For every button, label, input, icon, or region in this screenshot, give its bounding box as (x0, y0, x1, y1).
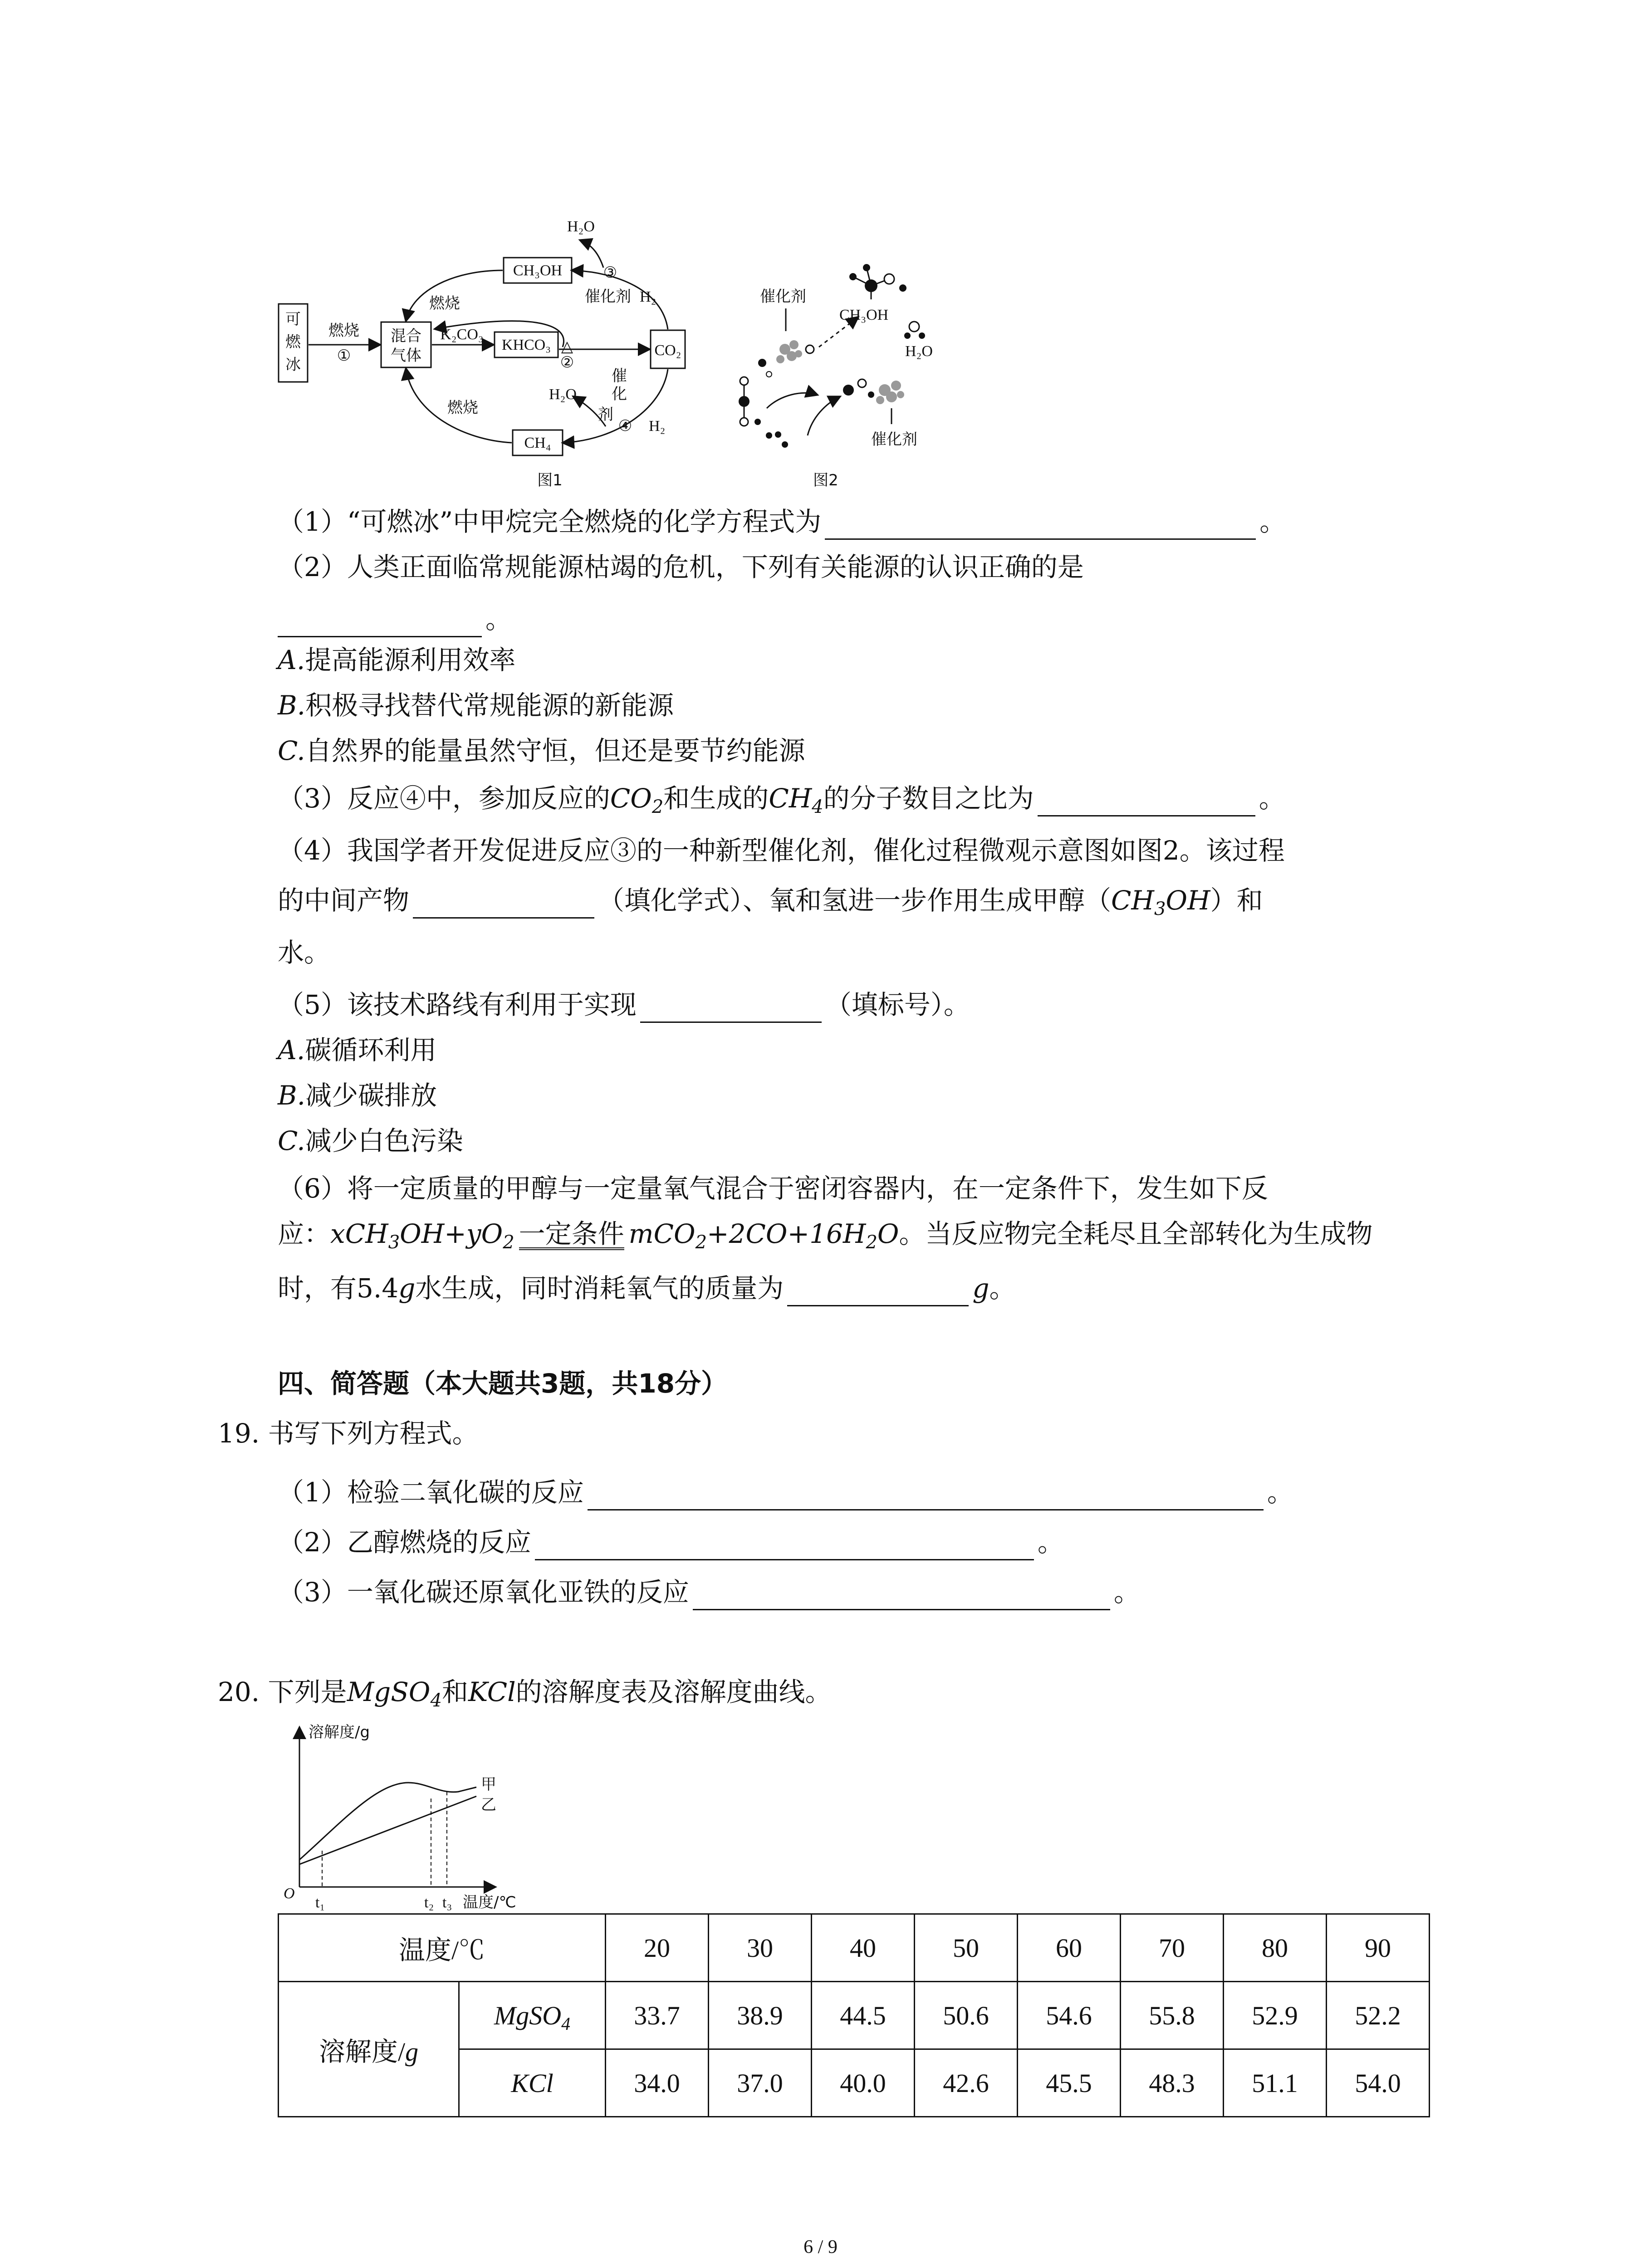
co2-molecule-icon (739, 377, 749, 426)
solubility-row-label (279, 1982, 459, 2117)
table-cell: 34.0 (606, 2049, 709, 2117)
answer-blank[interactable] (413, 890, 594, 919)
mixed-gas-line-1: 混合 (391, 327, 421, 345)
q18-option-c[interactable]: C.自然界的能量虽然守恒，但还是要节约能源 (278, 735, 805, 766)
catalyst-cluster-left-icon (776, 340, 802, 363)
answer-blank[interactable] (1038, 788, 1255, 816)
table-header-cell (279, 1914, 606, 1982)
h2-bottom-label: H₂ (649, 418, 666, 435)
catalyst-bottom-label: 催化剂 (871, 430, 917, 449)
substance-mgso4: MgSO (494, 2000, 562, 2030)
q19-p1-end: 。 (1267, 1477, 1293, 1508)
t2-label: t₂ (424, 1894, 434, 1911)
q18-p5-text: （5）该技术路线有利用于实现 (278, 989, 637, 1020)
q20-stem-pre: 20. 下列是 (218, 1677, 347, 1707)
q18-p4-l3: 水。 (278, 937, 331, 968)
q18-part-6-line-2 (278, 1216, 1373, 1252)
table-row-mgso4 (279, 1982, 1430, 2049)
answer-blank[interactable] (535, 1532, 1034, 1560)
solubility-table (278, 1913, 1430, 2117)
curve-yi (299, 1796, 476, 1864)
figure-2-caption: 图2 (813, 471, 838, 489)
formula-ch3oh: CH (1111, 885, 1154, 916)
t3-label: t₃ (442, 1894, 452, 1911)
q18-5-option-a[interactable]: A.碳循环利用 (278, 1035, 437, 1066)
q18-part-6-line-3: 时，有5.4g水生成，同时消耗氧气的质量为 g。 (278, 1270, 1016, 1306)
catalyst-cluster-right-icon (876, 381, 904, 404)
table-cell: 51.1 (1224, 2049, 1327, 2117)
table-cell: 52.2 (1327, 1982, 1430, 2049)
q18-part-5 (278, 987, 970, 1023)
figure-1-cycle-diagram (272, 213, 717, 490)
q18-p6-l2-pre: 应： (278, 1218, 331, 1249)
table-cell: 48.3 (1121, 2049, 1224, 2117)
q18-p1-end: 。 (1259, 506, 1286, 537)
q19-p2-end: 。 (1037, 1527, 1064, 1558)
khco3-label: KHCO₃ (501, 337, 551, 353)
q19-p1-text: （1）检验二氧化碳的反应 (278, 1477, 584, 1508)
table-cell: 50.6 (915, 1982, 1018, 2049)
table-cell: 44.5 (812, 1982, 915, 2049)
table-cell: 45.5 (1018, 2049, 1121, 2117)
table-cell: 55.8 (1121, 1982, 1224, 2049)
h2o-top-label: H₂O (567, 218, 595, 235)
q18-p2-text: （2）人类正面临常规能源枯竭的危机，下列有关能源的认识正确的是 (278, 552, 1084, 582)
q18-p6-end: 。 (989, 1273, 1016, 1304)
water-mass-value: 5.4 (357, 1273, 399, 1304)
step-1-label: ① (337, 347, 351, 365)
q18-part-4-line-3 (278, 934, 330, 971)
option-text: 碳循环利用 (305, 1035, 437, 1066)
table-cell: 40 (812, 1914, 915, 1982)
h2-top-label: H₂ (640, 288, 656, 305)
equation-products: $mCO_2+2CO+16H_2O$ (628, 1218, 899, 1253)
unit-g: g (405, 2037, 419, 2067)
q18-part-4-line-2: 的中间产物 （填化学式）、氧和氢进一步作用生成甲醇$(CH_3OH)$和 (278, 885, 1263, 919)
table-cell: 38.9 (709, 1982, 812, 2049)
substance-cell: MgSO$_4$ (459, 1982, 606, 2049)
table-cell: 40.0 (812, 2049, 915, 2117)
q18-5-option-c[interactable]: C.减少白色污染 (278, 1125, 463, 1156)
ice-char-1: 可 (285, 310, 301, 328)
table-header-row (279, 1914, 1430, 1982)
q18-p3-mid: 和生成的 (663, 783, 769, 814)
origin-label: O (284, 1885, 295, 1902)
h2o-bottom-label: H₂O (549, 386, 577, 403)
ice-char-2: 燃 (285, 333, 301, 351)
q19-p3-end: 。 (1113, 1577, 1140, 1608)
formula-co2: CO (610, 783, 652, 814)
mixed-gas-line-2: 气体 (391, 347, 421, 365)
q18-option-a[interactable]: A.提高能源利用效率 (278, 645, 516, 675)
q18-part-4-line-1 (278, 832, 1285, 869)
temperature-header: 温度/℃ (398, 1936, 485, 1965)
answer-blank[interactable] (588, 1482, 1264, 1510)
catalyst-bottom-char-2: 化 (612, 385, 627, 403)
answer-blank[interactable] (693, 1582, 1110, 1610)
q18-p3-end: 。 (1259, 783, 1285, 814)
q18-p6-l3-mid: 水生成，同时消耗氧气的质量为 (415, 1273, 784, 1304)
delta-label: △ (561, 337, 573, 356)
ice-char-3: 冰 (285, 356, 301, 374)
y-axis-label: 溶解度/g (309, 1723, 370, 1741)
q18-p3-pre: （3）反应④中，参加反应的 (278, 783, 610, 814)
substance-cell (459, 2049, 606, 2117)
step-4-label: ④ (618, 417, 632, 435)
q18-p4-l2-post: （填化学式）、氧和氢进一步作用生成甲醇（ (598, 885, 1112, 916)
answer-blank[interactable] (278, 609, 482, 637)
t1-label: t₁ (315, 1894, 325, 1911)
q18-part-1 (278, 503, 1286, 540)
reaction-condition: 一定条件 (519, 1218, 624, 1249)
ch4-label: CH₄ (524, 435, 551, 451)
table-cell: 42.6 (915, 2049, 1018, 2117)
q18-p1-text: （1）“可燃冰”中甲烷完全燃烧的化学方程式为 (278, 506, 822, 537)
q20-stem-mid: 和 (441, 1677, 468, 1707)
q19-stem: 19. 书写下列方程式。 (218, 1418, 479, 1449)
step-3-label: ③ (603, 264, 617, 282)
solubility-label: 溶解度/ (318, 2037, 406, 2067)
q20-stem: 20. 下列是MgSO$_4$和KCl的溶解度表及溶解度曲线。 (218, 1677, 832, 1711)
q18-p6-l3-pre: 时，有 (278, 1273, 357, 1304)
ch3oh-label: CH₃OH (513, 262, 563, 279)
x-axis-label: 温度/℃ (463, 1893, 516, 1911)
q19-p2-text: （2）乙醇燃烧的反应 (278, 1527, 531, 1558)
answer-blank[interactable] (825, 511, 1256, 540)
catalyst-top-label: 催化剂 (760, 288, 806, 306)
curve-yi-label: 乙 (481, 1796, 496, 1814)
table-cell: 33.7 (606, 1982, 709, 2049)
q18-5-option-b[interactable]: B.减少碳排放 (278, 1080, 437, 1111)
table-cell: 60 (1018, 1914, 1121, 1982)
option-text: 提高能源利用效率 (305, 645, 516, 675)
q18-p6-l1: （6）将一定质量的甲醇与一定量氧气混合于密闭容器内，在一定条件下，发生如下反 (278, 1173, 1268, 1204)
q18-p4-l2-end: ）和 (1210, 885, 1263, 916)
k2co3-label: K₂CO₃ (440, 326, 484, 343)
table-cell: 20 (606, 1914, 709, 1982)
q18-p3-post: 的分子数目之比为 (823, 783, 1034, 814)
curve-jia-label: 甲 (481, 1775, 496, 1794)
q18-part-6-line-1 (278, 1170, 1268, 1207)
catalyst-top-label: 催化剂 (585, 288, 631, 306)
table-cell: 50 (915, 1914, 1018, 1982)
h2o-label: H₂O (905, 343, 933, 360)
burn-top-label: 燃烧 (429, 294, 460, 313)
solubility-curve-figure (272, 1719, 590, 1914)
curve-jia (299, 1783, 476, 1860)
step-2-label: ② (560, 353, 574, 371)
q18-part-2 (278, 549, 1084, 585)
catalyst-bottom-char-3: 剂 (598, 406, 613, 424)
table-cell: 30 (709, 1914, 812, 1982)
figure-1-caption: 图1 (537, 471, 563, 489)
answer-blank[interactable] (787, 1278, 969, 1306)
section-4-title: 四、简答题（本大题共3题，共18分） (278, 1368, 728, 1399)
catalyst-bottom-char-1: 催 (612, 367, 627, 385)
burn-bottom-label: 燃烧 (447, 399, 478, 417)
table-cell: 70 (1121, 1914, 1224, 1982)
equation-reactants: $xCH_3OH+yO_2$ (330, 1218, 514, 1253)
q18-p2-end: 。 (485, 604, 512, 635)
q18-option-b[interactable]: B.积极寻找替代常规能源的新能源 (278, 690, 674, 721)
page-number: 6 / 9 (803, 2237, 838, 2258)
q18-p6-l2-post: 。当反应物完全耗尽且全部转化为生成物 (899, 1218, 1373, 1249)
h2-molecules-icon (754, 419, 788, 448)
table-cell: 52.9 (1224, 1982, 1327, 2049)
figure-2-catalysis-diagram (735, 259, 989, 490)
q19-part-3 (278, 1574, 1140, 1610)
option-text: 积极寻找替代常规能源的新能源 (305, 690, 674, 721)
ch3oh-molecule-icon (849, 264, 906, 299)
option-text: 减少碳排放 (305, 1080, 437, 1111)
q18-p4-l2-pre: 的中间产物 (278, 885, 410, 916)
q20-stem-post: 的溶解度表及溶解度曲线。 (515, 1677, 832, 1707)
option-text: 自然界的能量虽然守恒，但还是要节约能源 (305, 735, 805, 766)
q19-part-1 (278, 1474, 1293, 1510)
q19-p3-text: （3）一氧化碳还原氧化亚铁的反应 (278, 1577, 689, 1608)
q18-p5-end: （填标号）。 (825, 989, 970, 1020)
q19-part-2 (278, 1524, 1064, 1560)
co2-label: CO₂ (654, 342, 681, 359)
table-cell: 54.6 (1018, 1982, 1121, 2049)
formula-ch4: CH (769, 783, 812, 814)
table-cell: 80 (1224, 1914, 1327, 1982)
table-cell: 90 (1327, 1914, 1430, 1982)
ch3oh-label: CH₃OH (839, 307, 889, 323)
answer-blank[interactable] (640, 994, 822, 1023)
burn-label-1: 燃烧 (328, 322, 359, 340)
unit-g: g (972, 1273, 989, 1304)
table-cell: 54.0 (1327, 2049, 1430, 2117)
option-text: 减少白色污染 (305, 1125, 463, 1156)
table-cell: 37.0 (709, 2049, 812, 2117)
h2o-molecule-icon (904, 322, 925, 339)
substance-kcl: KCl (511, 2068, 554, 2098)
q18-part-3: （3）反应④中，参加反应的$CO_2$和生成的$CH_4$的分子数目之比为 。 (278, 783, 1285, 817)
q18-p4-l1: （4）我国学者开发促进反应③的一种新型催化剂，催化过程微观示意图如图2。该过程 (278, 835, 1285, 866)
q18-part-2-blank-line (278, 601, 512, 637)
